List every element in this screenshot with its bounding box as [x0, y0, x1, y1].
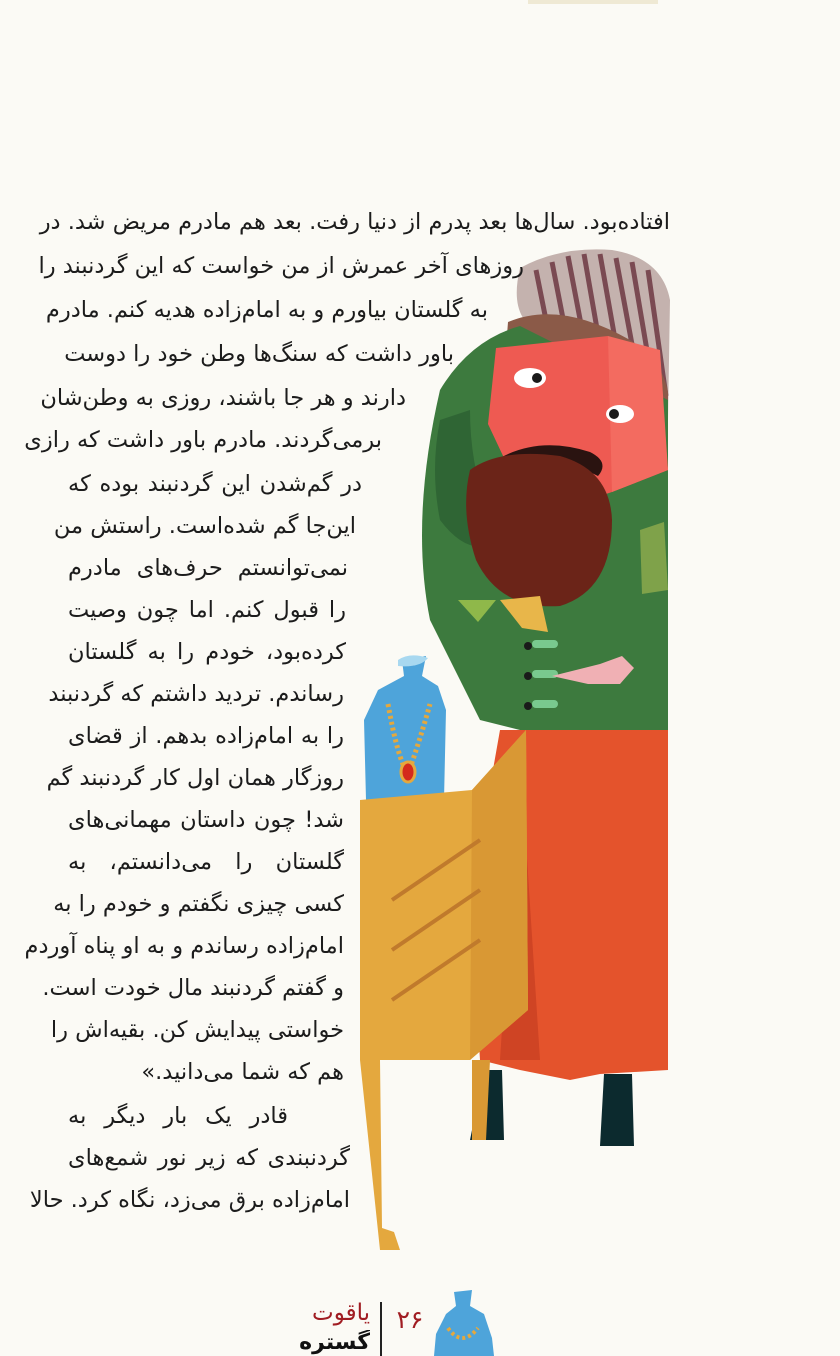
story-line-15: شد! چون داستان مهمانی‌های [68, 807, 344, 833]
story-line-1: افتاده‌بود. سال‌ها بعد پدرم از دنیا رفت. بعد هم مادرم مریض شد. در [39, 209, 670, 235]
story-line-2: روزهای آخر عمرش از من خواست که این گردنبند را [38, 253, 524, 279]
story-line-21: هم که شما می‌دانید.» [141, 1059, 344, 1085]
story-line-6: برمی‌گردند. مادرم باور داشت که رازی [24, 427, 382, 453]
story-line-24: امام‌زاده برق می‌زد، نگاه کرد. حالا [29, 1187, 350, 1213]
story-line-22: قادر یک بار دیگر به [68, 1103, 288, 1129]
story-line-12: رساندم. تردید داشتم که گردنبند [48, 681, 344, 707]
necklace-display [364, 655, 446, 800]
publisher-logo: گستره [299, 1330, 370, 1355]
book-title: یاقوت [312, 1300, 370, 1326]
story-line-3: به گلستان بیاورم و به امام‌زاده هدیه کنم. مادرم [45, 297, 488, 323]
story-line-14: روزگار همان اول کار گردنبند گم [46, 765, 344, 791]
table [360, 730, 528, 1250]
story-line-4: باور داشت که سنگ‌ها وطن خود را دوست [64, 341, 454, 367]
story-line-9: نمی‌توانستم حرف‌های مادرم [68, 555, 348, 581]
story-line-13: را به امام‌زاده بدهم. از قضای [68, 723, 344, 749]
story-line-18: امام‌زاده رساندم و به او پناه آوردم [24, 933, 344, 959]
story-line-16: گلستان را می‌دانستم، به [68, 849, 344, 875]
story-line-8: این‌جا گم شده‌است. راستش من [53, 513, 356, 539]
boots [470, 1070, 634, 1146]
story-line-7: در گم‌شدن این گردنبند بوده که [68, 471, 362, 497]
story-line-20: خواستی پیدایش کن. بقیه‌اش را [50, 1017, 344, 1043]
story-line-5: دارند و هر جا باشند، روزی به وطن‌شان [40, 385, 406, 411]
story-line-11: کرده‌بود، خودم را به گلستان [68, 639, 346, 665]
story-line-17: کسی چیزی نگفتم و خودم را به [53, 891, 344, 917]
story-line-10: را قبول کنم. اما چون وصیت [68, 597, 346, 623]
footer-divider [380, 1302, 382, 1356]
page-number: ۲۶ [396, 1305, 424, 1334]
story-line-23: گردنبندی که زیر نور شمع‌های [68, 1145, 350, 1171]
story-line-19: و گفتم گردنبند مال خودت است. [42, 975, 344, 1001]
necklace-bust-icon [428, 1288, 500, 1356]
